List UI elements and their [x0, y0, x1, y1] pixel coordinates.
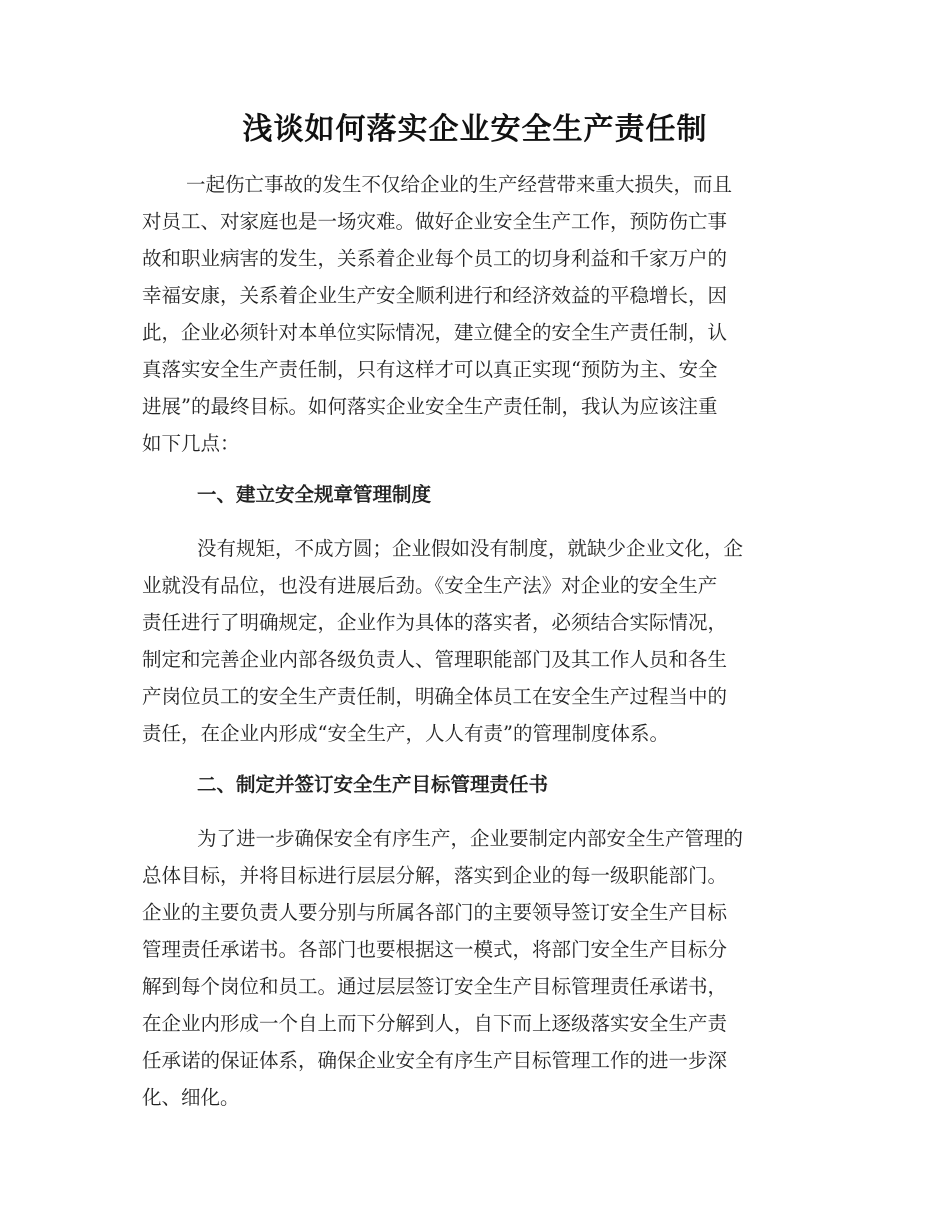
paragraph-line: 管理责任承诺书。各部门也要根据这一模式，将部门安全生产目标分 — [142, 938, 728, 961]
section-heading-2: 二、制定并签订安全生产目标管理责任书 — [197, 773, 549, 796]
section-2-paragraph — [142, 820, 807, 1116]
paragraph-line: 任承诺的保证体系，确保企业安全有序生产目标管理工作的进一步深 — [142, 1049, 728, 1072]
paragraph-line: 如下几点： — [142, 432, 240, 455]
paragraph-line: 化、细化。 — [142, 1086, 240, 1109]
paragraph-line: 幸福安康，关系着企业生产安全顺利进行和经济效益的平稳增长，因 — [142, 284, 728, 307]
section-1-paragraph — [142, 530, 807, 752]
paragraph-line: 真落实安全生产责任制，只有这样才可以真正实现“预防为主、安全 — [142, 358, 718, 381]
paragraph-line: 总体目标，并将目标进行层层分解，落实到企业的每一级职能部门。 — [142, 864, 728, 887]
paragraph-line: 故和职业病害的发生，关系着企业每个员工的切身利益和千家万户的 — [142, 247, 728, 270]
intro-paragraph — [142, 166, 807, 462]
paragraph-line: 责任，在企业内形成“安全生产，人人有责”的管理制度体系。 — [142, 722, 669, 745]
paragraph-line: 制定和完善企业内部各级负责人、管理职能部门及其工作人员和各生 — [142, 648, 728, 671]
paragraph-line: 业就没有品位，也没有进展后劲。《安全生产法》对企业的安全生产 — [142, 574, 718, 597]
paragraph-line: 责任进行了明确规定，企业作为具体的落实者，必须结合实际情况， — [142, 611, 728, 634]
section-heading-1: 一、建立安全规章管理制度 — [197, 483, 432, 506]
paragraph-line: 产岗位员工的安全生产责任制，明确全体员工在安全生产过程当中的 — [142, 685, 728, 708]
document-title: 浅谈如何落实企业安全生产责任制 — [242, 112, 708, 147]
paragraph-line: 在企业内形成一个自上而下分解到人，自下而上逐级落实安全生产责 — [142, 1012, 728, 1035]
paragraph-line: 进展”的最终目标。如何落实企业安全生产责任制，我认为应该注重 — [142, 395, 718, 418]
paragraph-line: 为了进一步确保安全有序生产，企业要制定内部安全生产管理的 — [197, 827, 744, 850]
paragraph-line: 对员工、对家庭也是一场灾难。做好企业安全生产工作，预防伤亡事 — [142, 210, 728, 233]
paragraph-line: 没有规矩，不成方圆；企业假如没有制度，就缺少企业文化，企 — [197, 537, 744, 560]
paragraph-line: 此，企业必须针对本单位实际情况，建立健全的安全生产责任制，认 — [142, 321, 728, 344]
paragraph-line: 一起伤亡事故的发生不仅给企业的生产经营带来重大损失，而且 — [186, 173, 733, 196]
paragraph-line: 企业的主要负责人要分别与所属各部门的主要领导签订安全生产目标 — [142, 901, 728, 924]
paragraph-line: 解到每个岗位和员工。通过层层签订安全生产目标管理责任承诺书， — [142, 975, 728, 998]
